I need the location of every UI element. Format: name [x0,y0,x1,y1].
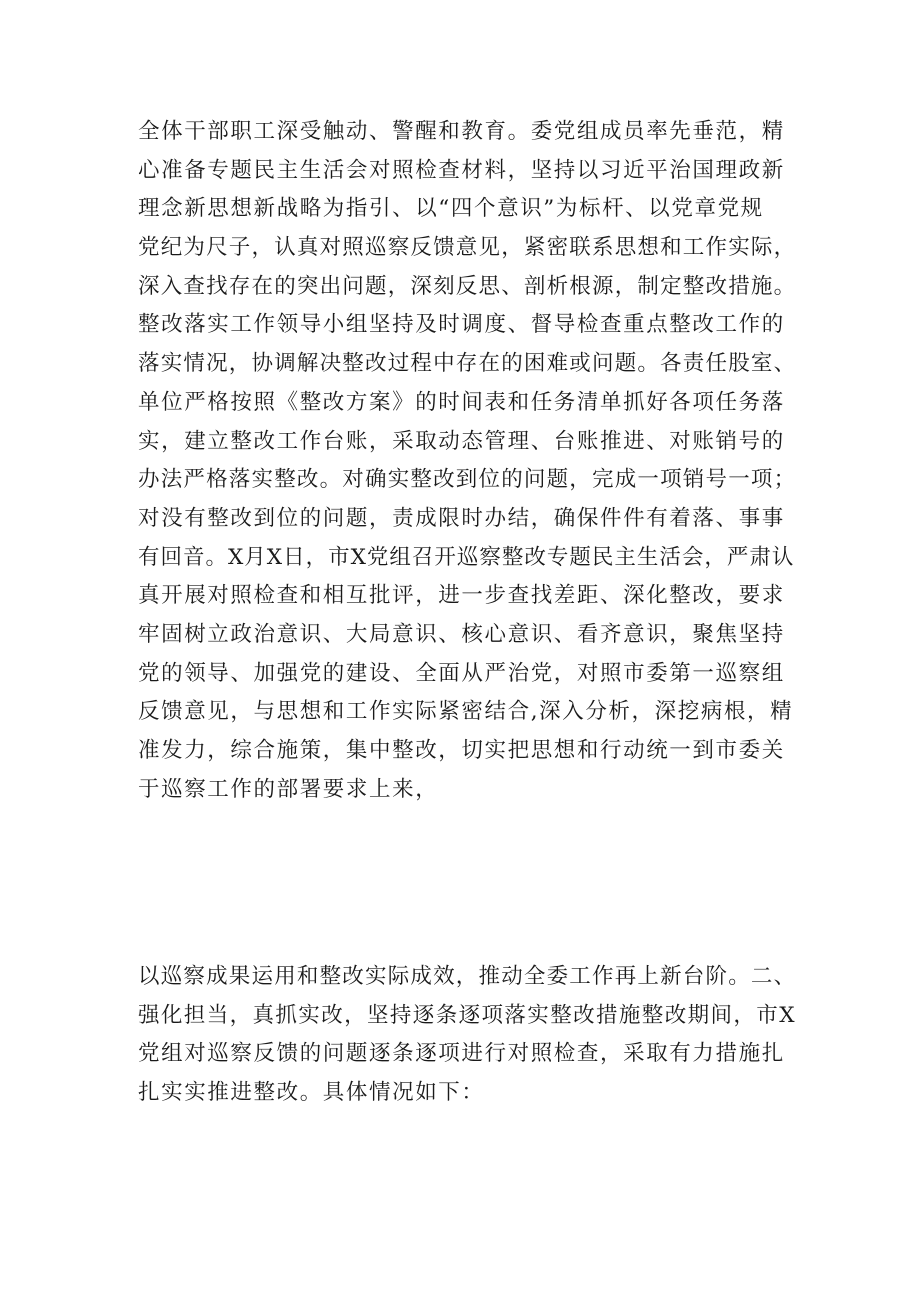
text-line: 落实情况，协调解决整改过程中存在的困难或问题。各责任股室、 [138,351,797,377]
text-line: 扎实实推进整改。具体情况如下： [138,1080,485,1106]
text-line: 于巡察工作的部署要求上来， [138,776,439,802]
text-line: 心准备专题民主生活会对照检查材料，坚持以习近平治国理政新 [138,157,785,183]
text-line: 强化担当，真抓实改，坚持逐条逐项落实整改措施整改期间，市X [138,1002,796,1028]
text-line: 对没有整改到位的问题，责成限时办结，确保件件有着落、事事 [138,505,785,531]
text-line: 单位严格按照《整改方案》的时间表和任务清单抓好各项任务落 [138,389,785,415]
text-line: 反馈意见，与思想和工作实际紧密结合,深入分析，深挖病根，精 [138,699,794,725]
paragraph-rectification-progress [138,113,798,809]
text-line: 深入查找存在的突出问题，深刻反思、剖析根源，制定整改措施。 [138,273,797,299]
text-line: 以巡察成果运用和整改实际成效，推动全委工作再上新台阶。二、 [138,964,797,989]
text-line: 党的领导、加强党的建设、全面从严治党，对照市委第一巡察组 [138,660,785,686]
text-line: 党组对巡察反馈的问题逐条逐项进行对照检查，采取有力措施扎 [138,1041,785,1067]
text-line: 牢固树立政治意识、大局意识、核心意识、看齐意识，聚焦坚持 [138,621,785,647]
text-line: 有回音。X月X日，市X党组召开巡察整改专题民主生活会，严肃认 [138,544,795,570]
text-line: 办法严格落实整改。对确实整改到位的问题，完成一项销号一项； [138,467,797,493]
text-line: 真开展对照检查和相互批评，进一步查找差距、深化整改，要求 [138,583,785,609]
text-line: 党纪为尺子，认真对照巡察反馈意见，紧密联系思想和工作实际， [138,235,797,261]
text-line: 全体干部职工深受触动、警醒和教育。委党组成员率先垂范，精 [138,119,785,144]
text-line: 实，建立整改工作台账，采取动态管理、台账推进、对账销号的 [138,428,785,454]
paragraph-section-two [138,958,798,1113]
text-line: 理念新思想新战略为指引、以“四个意识”为标杆、以党章党规 [138,196,764,222]
text-line: 准发力，综合施策，集中整改，切实把思想和行动统一到市委关 [138,738,785,763]
text-line: 整改落实工作领导小组坚持及时调度、督导检查重点整改工作的 [138,312,785,338]
